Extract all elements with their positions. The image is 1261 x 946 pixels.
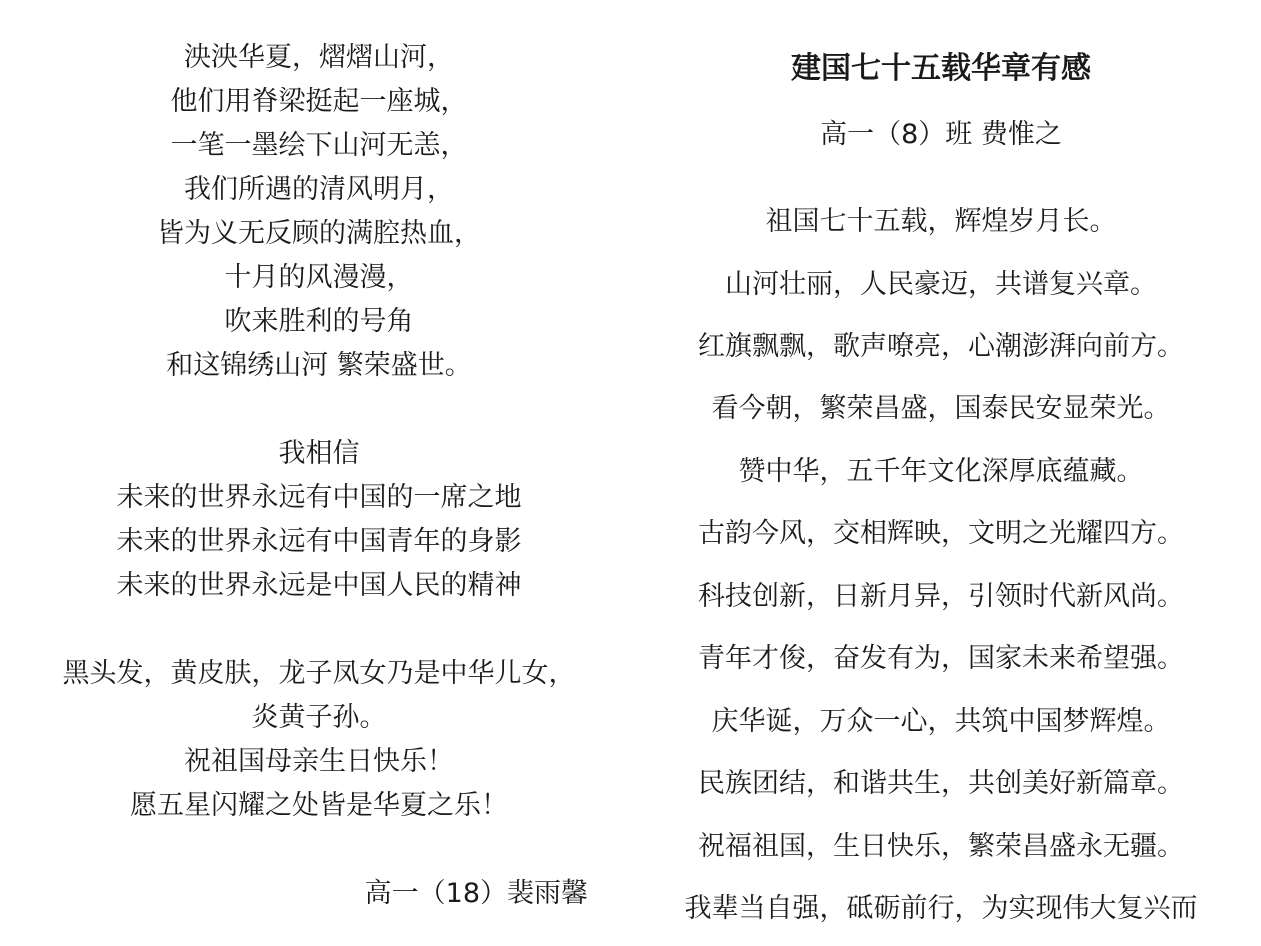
poem-title: 建国七十五载华章有感 (791, 51, 1091, 86)
poem-line: 未来的世界永远有中国青年的身影 (116, 526, 522, 557)
poem-line: 祝福祖国，生日快乐，繁荣昌盛永无疆。 (698, 831, 1184, 862)
poem-line: 祖国七十五载，辉煌岁月长。 (765, 206, 1117, 237)
poem-line: 他们用脊梁挺起一座城， (170, 86, 468, 117)
poem-line: 山河壮丽，人民豪迈，共谱复兴章。 (725, 269, 1157, 300)
poem-line: 庆华诞，万众一心，共筑中国梦辉煌。 (711, 706, 1171, 737)
poem-line: 青年才俊，奋发有为，国家未来希望强。 (698, 643, 1184, 674)
poem-line: 皆为义无反顾的满腔热血， (157, 218, 481, 249)
author-signature: 高一（18）裴雨馨 (364, 878, 588, 909)
poem-line: 炎黄子孙。 (251, 702, 387, 733)
poem-line: 红旗飘飘，歌声嘹亮，心潮澎湃向前方。 (698, 331, 1184, 362)
poem-line: 黑头发，黄皮肤，龙子凤女乃是中华儿女， (62, 658, 576, 689)
poem-line: 泱泱华夏，熠熠山河， (184, 42, 454, 73)
poem-line: 科技创新，日新月异，引领时代新风尚。 (698, 581, 1184, 612)
poem-line: 未来的世界永远有中国的一席之地 (116, 482, 522, 513)
poem-line: 吹来胜利的号角 (224, 306, 414, 337)
poem-line: 我们所遇的清风明月， (184, 174, 454, 205)
poem-line: 看今朝，繁荣昌盛，国泰民安显荣光。 (711, 393, 1171, 424)
poem-line: 我相信 (278, 438, 360, 469)
poem-line: 一笔一墨绘下山河无恙， (170, 130, 468, 161)
poem-line: 民族团结，和谐共生，共创美好新篇章。 (698, 768, 1184, 799)
poem-line: 和这锦绣山河 繁荣盛世。 (166, 350, 472, 381)
poem-line: 我辈当自强，砥砺前行，为实现伟大复兴而 (684, 893, 1198, 924)
poem-line: 未来的世界永远是中国人民的精神 (116, 570, 522, 601)
poem-line: 愿五星闪耀之处皆是华夏之乐！ (130, 790, 508, 821)
poem-line: 十月的风漫漫， (224, 262, 414, 293)
poem-line: 古韵今风，交相辉映，文明之光耀四方。 (698, 518, 1184, 549)
poem-line: 赞中华，五千年文化深厚底蕴藏。 (738, 456, 1144, 487)
poem-line: 祝祖国母亲生日快乐！ (184, 746, 454, 777)
poem-byline: 高一（8）班 费惟之 (820, 119, 1062, 150)
